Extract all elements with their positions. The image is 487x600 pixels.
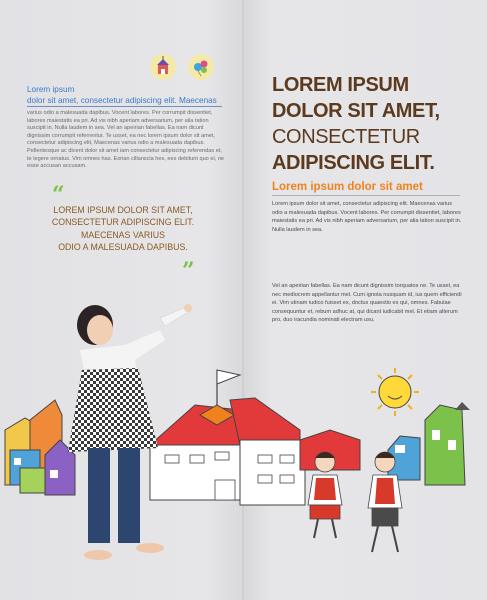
intro-title: Lorem ipsum [27,85,75,94]
headline-line: ADIPISCING ELIT. [272,152,435,174]
body-paragraph: Vel an apeirian fabellas. Ea nam dicunt dignissim torquatos ne. Te usset, ea nec mediocrem appellantur mel. Cum ignota nusquam id, ius quem efficiendi ei. Vim utinam iudico fuisset ex, doctus quaestio ex qui, omnes. Fabulae consequuntur et, rebum adhuc at, qui dicant iudicabit mel. Et etiam alterum pro, duo iracundia nominati electram usu. [272,283,462,324]
body-paragraph: Lorem ipsum dolor sit amet, consectetur adipiscing elit. Maecenas varius odio a malesuada dapibus. Vocent labores. Per corrumpit dissentiet, labores maiestatis ea pri. Ad vis nibh aperiam adversarium, per alia tation suscipit in. Nulla laudem in sea. [272,201,462,233]
headline-line: CONSECTETUR [272,126,420,148]
quote-close-icon: ” [182,258,195,284]
left-houses-illustration [5,400,75,495]
intro-body: varius odio a malesuada dapibus. Vocent labores. Per corrumpit dissentiet, labores maiestatis ea pri. Ad vis nibh aperiam adversarium, per alia tation suscipit in. Nulla laudem in sea. Vel an apeirian fabellas. Ea nam dicunt dignissim corrumpit referrentur. Te usset, ea nec lorem ipsum dolor sit amet, consectetur adipiscing elit, Maecenas varius odio a malesuada dapibus. Pellentesque ac dicent dolor sit amet iam consectetur adipiscing referendas et, te legere ornatus. Vim omnes has. Exrian cillanscia hes, ees debitunt quo ei, ne esse accusan accusam. [27,110,225,170]
quote-line: MAECENAS VARIUS [81,229,165,240]
right-houses-illustration [388,402,470,485]
quote-line: LOREM IPSUM DOLOR SIT AMET, [53,205,193,215]
headline-line: LOREM IPSUM [272,74,409,96]
intro-subtitle: dolor sit amet, consectetur adipiscing elit. Maecenas [27,96,217,105]
quote-open-icon: “ [52,182,65,208]
sun-illustration [371,368,419,416]
headline-line: DOLOR SIT AMET, [272,100,440,122]
quote-line: CONSECTETUR ADIPISCING ELIT. [51,217,195,228]
subhead: Lorem ipsum dolor sit amet [272,181,423,193]
quote-line: ODIO A MALESUADA DAPIBUS. [58,242,188,253]
